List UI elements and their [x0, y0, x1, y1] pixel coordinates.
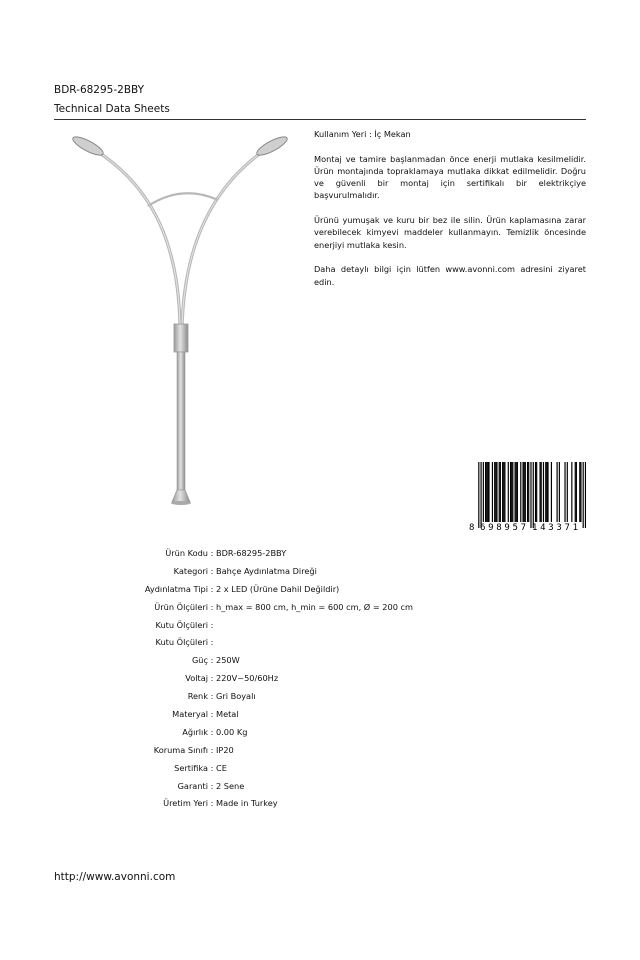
spec-key: Kutu Ölçüleri [155, 619, 208, 630]
installation-warning: Montaj ve tamire başlanmadan önce enerji mutlaka kesilmelidir. Ürün montajında topraklamaya mutlaka dikkat edilmelidir. Doğru ve güvenli bir montaj için sertifikalı bir elektrikçiye başvurulmalıdır. [314, 153, 586, 201]
spec-separator: : [210, 655, 214, 666]
spec-key: Ürün Ölçüleri [154, 601, 208, 612]
right-lamp-head [255, 134, 290, 159]
barcode-bar [528, 462, 529, 522]
cleaning-instructions: Ürünü yumuşak ve kuru bir bez ile silin. Ürün kaplamasına zarar verebilecek kimyevi maddeler kullanmayın. Temizlik öncesinde enerjiyi mutlaka kesin. [314, 215, 586, 250]
spec-value: CE [216, 762, 227, 773]
spec-separator: : [210, 619, 214, 630]
barcode-bar [583, 462, 584, 528]
spec-value: Metal [216, 708, 239, 719]
cross-brace [148, 193, 218, 206]
barcode-bar [486, 462, 487, 522]
spec-key: Koruma Sınıfı [153, 744, 208, 755]
spec-row [100, 759, 460, 777]
spec-row [100, 723, 460, 741]
barcode-bar [478, 462, 479, 528]
spec-value: 220V~50/60Hz [216, 673, 279, 684]
header-divider [54, 119, 586, 120]
barcode-bar [546, 462, 547, 522]
barcode-bar [539, 462, 540, 522]
barcode-bar [520, 462, 521, 522]
spec-row [100, 669, 460, 687]
barcode-bar [535, 462, 536, 522]
barcode-bar [508, 462, 509, 522]
spec-row [100, 741, 460, 759]
barcode-bar [536, 462, 537, 522]
barcode-bar [502, 462, 503, 522]
barcode-bar [492, 462, 493, 522]
spec-key: Ürün Kodu [165, 547, 208, 558]
usage-location: Kullanım Yeri : İç Mekan [314, 129, 411, 139]
spec-separator: : [210, 601, 214, 612]
spec-value: 250W [216, 655, 240, 666]
doc-title: Technical Data Sheets [54, 103, 170, 115]
spec-table [100, 544, 460, 812]
spec-row [100, 616, 460, 634]
barcode-bar [575, 462, 576, 522]
spec-row [100, 562, 460, 580]
spec-key: Materyal [172, 708, 208, 719]
spec-key: Voltaj [185, 673, 208, 684]
barcode-first-digit: 8 [469, 523, 475, 533]
barcode-bar [494, 462, 495, 522]
spec-separator: : [210, 762, 214, 773]
pole-sleeve [174, 324, 188, 352]
spec-value: Gri Boyalı [216, 691, 256, 702]
barcode-bar [500, 462, 501, 522]
spec-separator: : [210, 637, 214, 648]
spec-separator: : [210, 798, 214, 809]
spec-row [100, 598, 460, 616]
barcode-bar [527, 462, 528, 522]
main-pole [177, 352, 185, 492]
left-lamp-head [71, 134, 106, 159]
spec-key: Renk [187, 691, 208, 702]
barcode-bar [504, 462, 505, 522]
spec-row [100, 777, 460, 795]
spec-row [100, 633, 460, 651]
pole-base [172, 490, 190, 502]
barcode-bar [557, 462, 558, 522]
barcode-bar [487, 462, 488, 522]
barcode-bar [571, 462, 572, 522]
spec-value: Made in Turkey [216, 798, 278, 809]
barcode-bar [499, 462, 500, 522]
barcode-bar [488, 462, 489, 522]
spec-row [100, 687, 460, 705]
spec-key: Kutu Ölçüleri [155, 637, 208, 648]
spec-row [100, 651, 460, 669]
barcode-bar [564, 462, 565, 522]
barcode-bar [559, 462, 560, 522]
barcode-bar [512, 462, 513, 522]
spec-key: Güç [191, 655, 208, 666]
barcode-bar [483, 462, 484, 522]
barcode-bar [515, 462, 516, 522]
spec-row [100, 580, 460, 598]
barcode-bar [485, 462, 486, 522]
street-lamp-pole-image [60, 128, 310, 513]
left-arm [95, 150, 180, 328]
barcode-bar [547, 462, 548, 522]
barcode-bar [495, 462, 496, 522]
barcode-bar [541, 462, 542, 522]
spec-row [100, 794, 460, 812]
spec-value: 0.00 Kg [216, 726, 248, 737]
spec-separator: : [210, 565, 214, 576]
barcode-bar [517, 462, 518, 522]
spec-separator: : [210, 780, 214, 791]
barcode-bars [478, 462, 586, 528]
footer-url[interactable]: http://www.avonni.com [54, 871, 176, 883]
spec-value: Bahçe Aydınlatma Direği [216, 565, 317, 576]
right-arm [182, 150, 265, 328]
spec-value: 2 Sene [216, 780, 245, 791]
product-code-header: BDR-68295-2BBY [54, 84, 145, 96]
spec-separator: : [210, 691, 214, 702]
barcode-bar [522, 462, 523, 522]
barcode-bar [511, 462, 512, 522]
barcode-bar [480, 462, 481, 528]
barcode-bar [567, 462, 568, 522]
barcode-bar [510, 462, 511, 522]
spec-separator: : [210, 673, 214, 684]
barcode-bar [525, 462, 526, 522]
spec-value: BDR-68295-2BBY [216, 547, 287, 558]
barcode-bar [530, 462, 531, 528]
spec-key: Sertifika [174, 762, 208, 773]
barcode-bar [551, 462, 552, 522]
spec-value: 2 x LED (Ürüne Dahil Değildir) [216, 583, 340, 594]
barcode-bar [533, 462, 534, 528]
spec-key: Aydınlatma Tipi [144, 583, 208, 594]
barcode-right-group: 143371 [532, 523, 578, 533]
barcode-bar [579, 462, 580, 522]
spec-separator: : [210, 708, 214, 719]
spec-key: Ağırlık [182, 726, 208, 737]
barcode-bar [585, 462, 586, 528]
spec-separator: : [210, 726, 214, 737]
barcode-bar [516, 462, 517, 522]
barcode-bar [543, 462, 544, 522]
barcode-left-group: 698957 [480, 523, 526, 533]
spec-separator: : [210, 583, 214, 594]
more-info-note: Daha detaylı bilgi için lütfen www.avonni.com adresini ziyaret edin. [314, 264, 586, 287]
barcode [468, 462, 586, 534]
barcode-bar [524, 462, 525, 522]
spec-value: IP20 [216, 744, 234, 755]
spec-key: Garanti [177, 780, 208, 791]
info-text [314, 128, 586, 300]
spec-separator: : [210, 547, 214, 558]
spec-key: Kategori [173, 565, 208, 576]
spec-row [100, 705, 460, 723]
barcode-bar [580, 462, 581, 522]
spec-row [100, 544, 460, 562]
barcode-bar [545, 462, 546, 522]
barcode-bar [503, 462, 504, 522]
spec-key: Üretim Yeri [163, 798, 208, 809]
barcode-bar [576, 462, 577, 522]
spec-separator: : [210, 744, 214, 755]
barcode-bar [496, 462, 497, 522]
spec-value: h_max = 800 cm, h_min = 600 cm, Ø = 200 cm [216, 601, 414, 612]
